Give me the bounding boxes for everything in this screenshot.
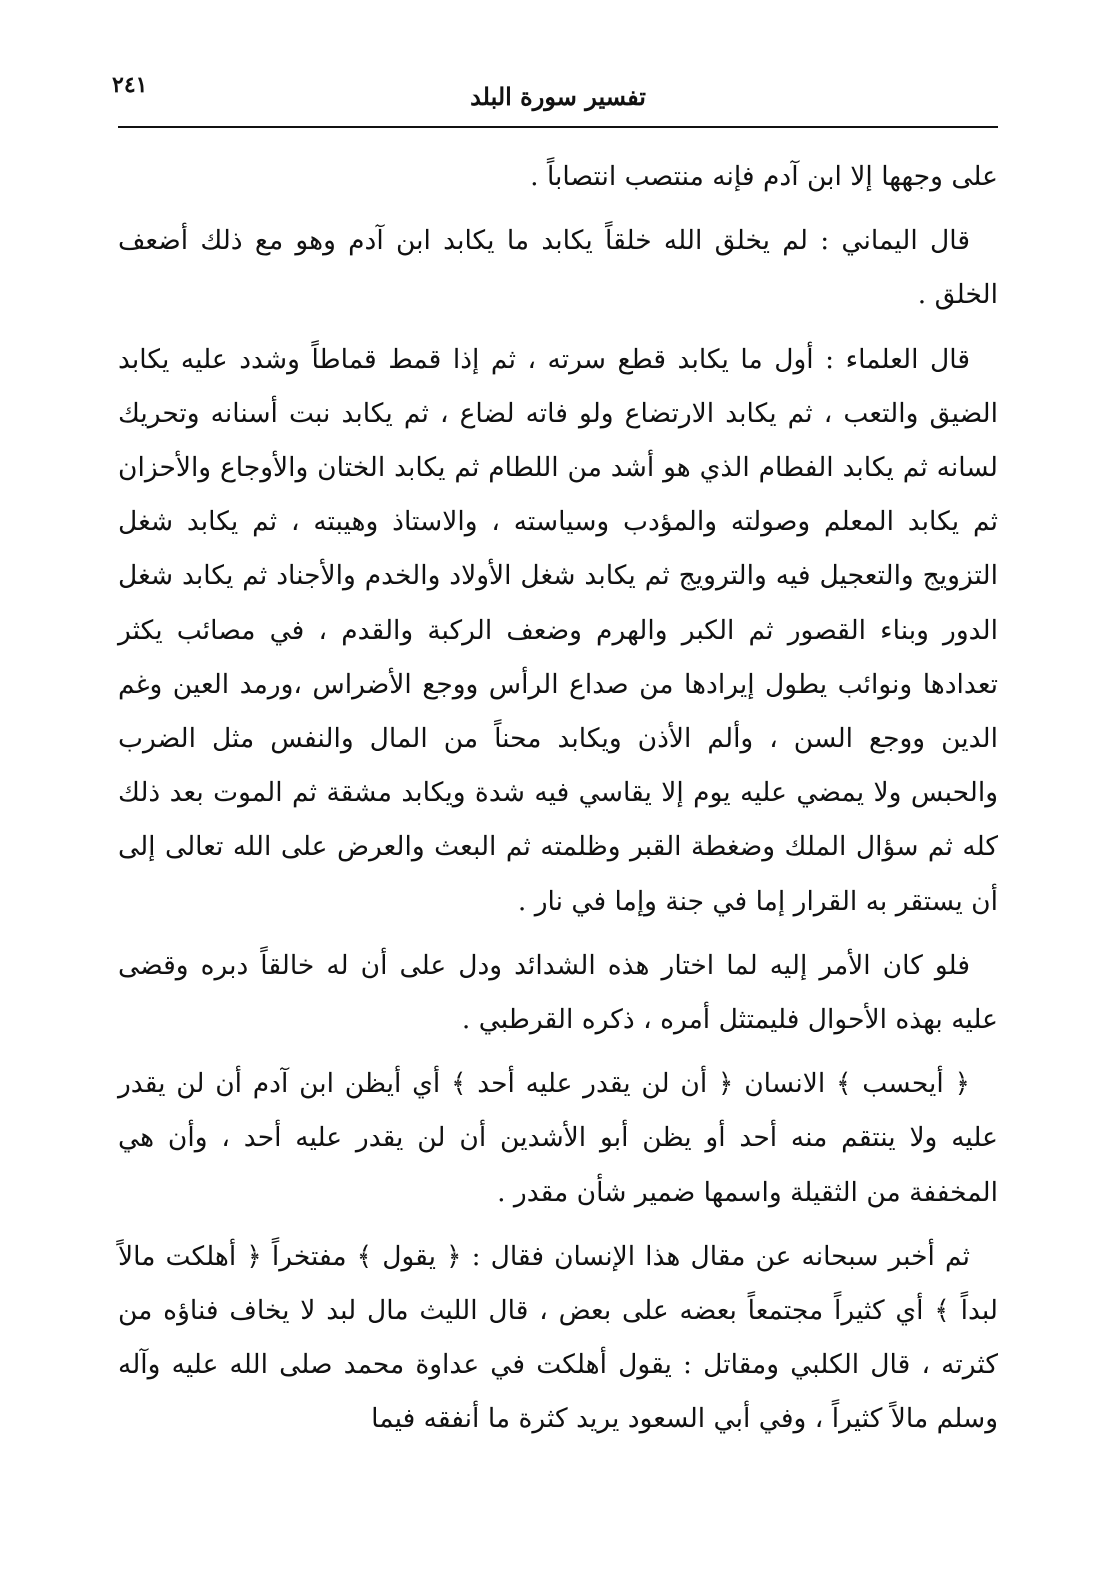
paragraph: فلو كان الأمر إليه لما اختار هذه الشدائد ودل على أن له خالقاً دبره وقضى عليه بهذه الأحوال فليمتثل أمره ، ذكره القرطبي . (118, 949, 998, 1036)
paragraph: ثم أخبر سبحانه عن مقال هذا الإنسان فقال : ﴿ يقول ﴾ مفتخراً ﴿ أهلكت مالاً لبداً ﴾ أي كثيراً مجتمعاً بعضه على بعض ، قال الليث مال لبد لا يخاف فناؤه من كثرته ، قال الكلبي ومقاتل : يقول أهلكت في عداوة محمد صلى الله عليه وآله وسلم مالاً كثيراً ، وفي أبي السعود يريد كثرة ما أنفقه فيما (118, 1240, 998, 1435)
paragraph: قال العلماء : أول ما يكابد قطع سرته ، ثم إذا قمط قماطاً وشدد عليه يكابد الضيق والتعب ، ثم يكابد الارتضاع ولو فاته لضاع ، ثم يكابد نبت أسنانه وتحريك لسانه ثم يكابد الفطام الذي هو أشد من اللطام ثم يكابد الختان والأوجاع والأحزان ثم يكابد المعلم وصولته والمؤدب وسياسته ، والاستاذ وهيبته ، ثم يكابد شغل التزويج والتعجيل فيه والترويج ثم يكابد شغل الأولاد والخدم والأجناد ثم يكابد شغل الدور وبناء القصور ثم الكبر والهرم وضعف الركبة والقدم ، في مصائب يكثر تعدادها ونوائب يطول إيرادها من صداع الرأس ووجع الأضراس ،ورمد العين وغم الدين ووجع السن ، وألم الأذن ويكابد محناً من المال والنفس مثل الضرب والحبس ولا يمضي عليه يوم إلا يقاسي فيه شدة ويكابد مشقة ثم الموت بعد ذلك كله ثم سؤال الملك وضغطة القبر وظلمته ثم البعث والعرض على الله تعالى إلى أن يستقر به القرار إما في جنة وإما في نار . (118, 343, 998, 917)
page-header (112, 72, 998, 128)
running-title: تفسير سورة البلد (470, 82, 646, 111)
paragraph: قال اليماني : لم يخلق الله خلقاً يكابد ما يكابد ابن آدم وهو مع ذلك أضعف الخلق . (118, 225, 998, 311)
body-text (118, 150, 998, 1457)
paragraph: ﴿ أيحسب ﴾ الانسان ﴿ أن لن يقدر عليه أحد ﴾ أي أيظن ابن آدم أن لن يقدر عليه ولا ينتقم منه أحد أو يظن أبو الأشدين أن لن يقدر عليه أحد ، وأن هي المخففة من الثقيلة واسمها ضمير شأن مقدر . (118, 1068, 998, 1208)
page-number: ٢٤١ (112, 72, 148, 98)
header-rule (118, 126, 998, 128)
paragraph: على وجهها إلا ابن آدم فإنه منتصب انتصاباً . (530, 161, 998, 192)
